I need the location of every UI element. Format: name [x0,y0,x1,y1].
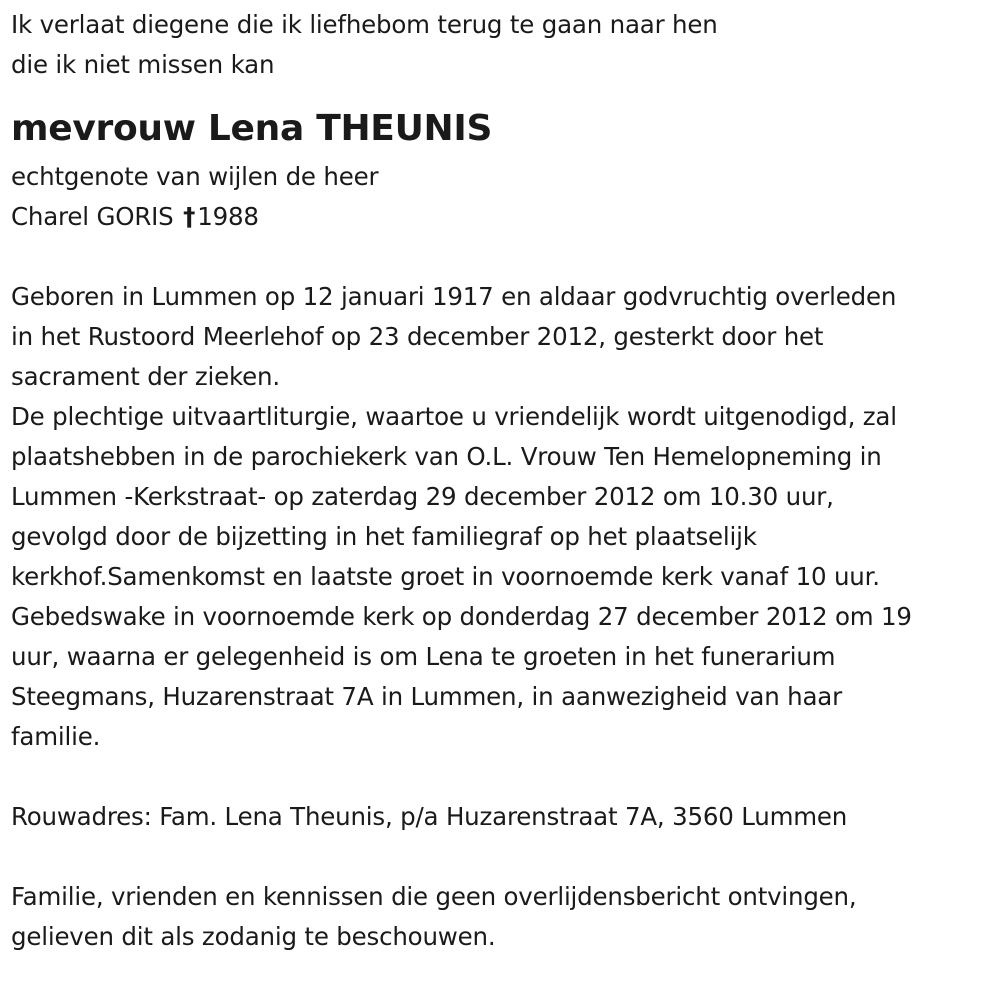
deceased-name: mevrouw Lena THEUNIS [11,108,493,149]
body-line: familie. [11,722,101,751]
body-line: De plechtige uitvaartliturgie, waartoe u vriendelijk wordt uitgenodigd, zal [11,402,897,431]
spouse-death-year: 1988 [197,202,259,231]
cross-icon: † [183,202,196,231]
body-line: Gebedswake in voornoemde kerk op donderdag 27 december 2012 om 19 [11,602,912,631]
spouse-name-line [11,197,996,237]
intro-line-2: die ik niet missen kan [11,50,275,79]
spouse-name: Charel GORIS [11,202,174,231]
body-line: plaatshebben in de parochiekerk van O.L. Vrouw Ten Hemelopneming in [11,442,882,471]
body-line: Steegmans, Huzarenstraat 7A in Lummen, in aanwezigheid van haar [11,682,842,711]
body-line: kerkhof.Samenkomst en laatste groet in voornoemde kerk vanaf 10 uur. [11,562,880,591]
closing-line-1: Familie, vrienden en kennissen die geen overlijdensbericht ontvingen, [11,882,857,911]
body-line: Geboren in Lummen op 12 januari 1917 en aldaar godvruchtig overleden [11,282,897,311]
body-line: uur, waarna er gelegenheid is om Lena te groeten in het funerarium [11,642,836,671]
spacer [11,837,996,877]
body-line: Lummen -Kerkstraat- op zaterdag 29 december 2012 om 10.30 uur, [11,482,834,511]
obituary-notice [11,5,996,957]
body-line: in het Rustoord Meerlehof op 23 december 2012, gesterkt door het [11,322,824,351]
mourning-address: Rouwadres: Fam. Lena Theunis, p/a Huzarenstraat 7A, 3560 Lummen [11,802,848,831]
intro-line-1: Ik verlaat diegene die ik liefhebom terug te gaan naar hen [11,10,718,39]
closing-line-2: gelieven dit als zodanig te beschouwen. [11,922,496,951]
spacer [11,237,996,277]
body-line: gevolgd door de bijzetting in het familiegraf op het plaatselijk [11,522,757,551]
spacer [11,757,996,797]
spouse-line: echtgenote van wijlen de heer [11,162,379,191]
body-line: sacrament der zieken. [11,362,280,391]
